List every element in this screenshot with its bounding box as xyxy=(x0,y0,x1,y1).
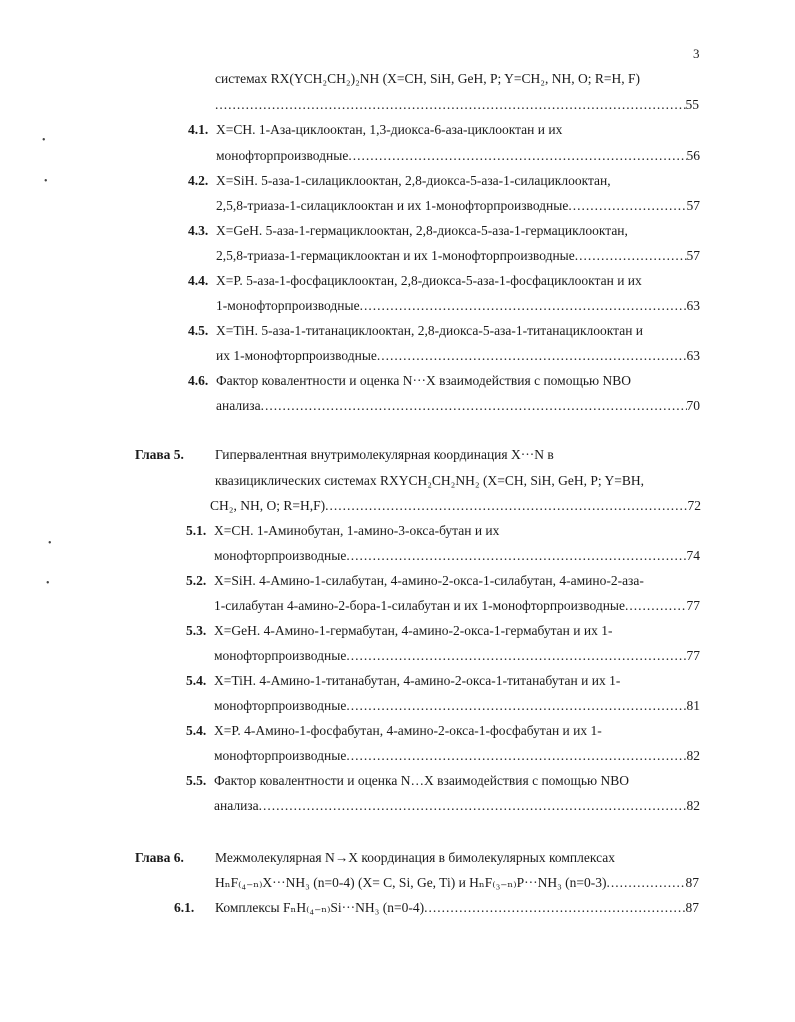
chapter-title-cont: квазициклических системах RXYCH₂CH₂NH₂ (X=CH, SiH, GeH, P; Y=BH, xyxy=(215,473,644,488)
toc-entry-line xyxy=(214,797,700,815)
toc-page: 82 xyxy=(686,748,700,763)
section-number: 5.2. xyxy=(186,573,207,588)
scan-speck: • xyxy=(46,578,50,589)
section-number: 4.4. xyxy=(188,273,209,288)
chapter-label: Глава 6. xyxy=(135,850,184,865)
toc-page: 81 xyxy=(686,698,700,713)
section-number: 6.1. xyxy=(174,900,195,915)
dot-leader xyxy=(377,347,687,365)
toc-page: 63 xyxy=(686,298,700,313)
toc-page: 57 xyxy=(686,248,700,263)
toc-page: 72 xyxy=(687,498,701,513)
section-number: 4.1. xyxy=(188,122,209,137)
section-title-cont: монофторпроизводные xyxy=(216,148,349,163)
section-title: Комплексы FₙH₍₄₋ₙ₎Si···NH₃ (n=0-4) xyxy=(215,900,425,915)
section-title-cont: анализа xyxy=(216,398,261,413)
dot-leader xyxy=(625,597,687,615)
section-number: 4.3. xyxy=(188,223,209,238)
toc-entry-line xyxy=(216,297,700,315)
section-title-cont: 2,5,8-триаза-1-силациклооктан и их 1-монофторпроизводные xyxy=(216,198,569,213)
toc-page: 55 xyxy=(685,97,699,112)
dot-leader xyxy=(348,147,686,165)
toc-entry-line xyxy=(216,347,700,365)
scan-speck: • xyxy=(48,538,52,549)
dot-leader xyxy=(346,747,686,765)
toc-page: 77 xyxy=(686,648,700,663)
section-title-cont: 1-силабутан 4-амино-2-бора-1-силабутан и их 1-монофторпроизводные xyxy=(214,598,625,613)
section-title-cont: 2,5,8-триаза-1-гермациклооктан и их 1-монофторпроизводные xyxy=(216,248,575,263)
section-title: X=SiH. 5-аза-1-силациклооктан, 2,8-диокса-5-аза-1-силациклооктан, xyxy=(216,173,611,188)
dot-leader xyxy=(325,497,687,515)
chapter-title: Межмолекулярная N→X координация в бимолекулярных комплексах xyxy=(215,850,615,865)
toc-page: 56 xyxy=(686,148,700,163)
toc-entry-line xyxy=(214,647,700,665)
section-title-cont: монофторпроизводные xyxy=(214,698,347,713)
section-title: X=TiH. 4-Амино-1-титанабутан, 4-амино-2-окса-1-титанабутан и их 1- xyxy=(214,673,621,688)
dot-leader xyxy=(568,197,686,215)
toc-page: 82 xyxy=(686,798,700,813)
dot-leader xyxy=(261,397,687,415)
chapter-title-cont: CH₂, NH, O; R=H,F) xyxy=(210,498,326,513)
section-title: Фактор ковалентности и оценка N···X взаимодействия с помощью NBO xyxy=(216,373,631,388)
section-title: X=GeH. 4-Амино-1-гермабутан, 4-амино-2-окса-1-гермабутан и их 1- xyxy=(214,623,613,638)
toc-entry-line xyxy=(215,899,699,917)
section-title: X=P. 4-Амино-1-фосфабутан, 4-амино-2-окса-1-фосфабутан и их 1- xyxy=(214,723,602,738)
toc-entry-line xyxy=(216,247,700,265)
dot-leader xyxy=(215,96,686,114)
section-title: X=CH. 1-Аза-циклооктан, 1,3-диокса-6-аза-циклооктан и их xyxy=(216,122,563,137)
section-title: X=P. 5-аза-1-фосфациклооктан, 2,8-диокса-5-аза-1-фосфациклооктан и их xyxy=(216,273,642,288)
dot-leader xyxy=(424,899,685,917)
toc-intro-line: системах RX(YCH₂CH₂)₂NH (X=CH, SiH, GeH, P; Y=CH₂, NH, O; R=H, F) xyxy=(215,71,640,86)
section-title: X=CH. 1-Аминобутан, 1-амино-3-окса-бутан и их xyxy=(214,523,500,538)
section-title-cont: монофторпроизводные xyxy=(214,648,347,663)
chapter-title: Гипервалентная внутримолекулярная координация X···N в xyxy=(215,447,554,462)
section-title-cont: 1-монофторпроизводные xyxy=(216,298,360,313)
toc-page: 74 xyxy=(686,548,700,563)
dot-leader xyxy=(259,797,687,815)
section-title: Фактор ковалентности и оценка N…X взаимодействия с помощью NBO xyxy=(214,773,629,788)
toc-intro-leader xyxy=(215,96,699,114)
toc-page: 70 xyxy=(686,398,700,413)
toc-entry-line xyxy=(216,397,700,415)
toc-page: 63 xyxy=(686,348,700,363)
section-number: 5.1. xyxy=(186,523,207,538)
section-title-cont: их 1-монофторпроизводные xyxy=(216,348,377,363)
page-number: 3 xyxy=(693,46,700,61)
section-title: X=SiH. 4-Амино-1-силабутан, 4-амино-2-окса-1-силабутан, 4-амино-2-аза- xyxy=(214,573,644,588)
toc-entry-line xyxy=(216,147,700,165)
section-number: 5.3. xyxy=(186,623,207,638)
scan-speck: • xyxy=(42,135,46,146)
section-title-cont: монофторпроизводные xyxy=(214,748,347,763)
toc-page: 87 xyxy=(685,875,699,890)
toc-page: 57 xyxy=(686,198,700,213)
section-number: 4.2. xyxy=(188,173,209,188)
section-number: 5.4. xyxy=(186,723,207,738)
section-number: 4.5. xyxy=(188,323,209,338)
chapter-label: Глава 5. xyxy=(135,447,184,462)
dot-leader xyxy=(346,547,686,565)
toc-entry-line xyxy=(214,697,700,715)
toc-entry-line xyxy=(210,497,701,515)
scan-speck: • xyxy=(44,176,48,187)
toc-page: 77 xyxy=(686,598,700,613)
dot-leader xyxy=(575,247,687,265)
toc-entry-line xyxy=(215,874,699,892)
toc-entry-line xyxy=(214,747,700,765)
section-number: 5.5. xyxy=(186,773,207,788)
dot-leader xyxy=(346,697,686,715)
section-title-cont: монофторпроизводные xyxy=(214,548,347,563)
section-title: X=GeH. 5-аза-1-гермациклооктан, 2,8-диокса-5-аза-1-гермациклооктан, xyxy=(216,223,628,238)
toc-page: 87 xyxy=(685,900,699,915)
dot-leader xyxy=(360,297,687,315)
chapter-title-cont: HₙF₍₄₋ₙ₎X···NH₃ (n=0-4) (X= C, Si, Ge, Ti) и HₙF₍₃₋ₙ₎P···NH₃ (n=0-3) xyxy=(215,875,607,890)
toc-entry-line xyxy=(214,547,700,565)
dot-leader xyxy=(607,874,686,892)
toc-entry-line xyxy=(214,597,700,615)
section-title-cont: анализа xyxy=(214,798,259,813)
section-number: 5.4. xyxy=(186,673,207,688)
toc-entry-line xyxy=(216,197,700,215)
section-title: X=TiH. 5-аза-1-титанациклооктан, 2,8-диокса-5-аза-1-титанациклооктан и xyxy=(216,323,644,338)
section-number: 4.6. xyxy=(188,373,209,388)
dot-leader xyxy=(346,647,686,665)
